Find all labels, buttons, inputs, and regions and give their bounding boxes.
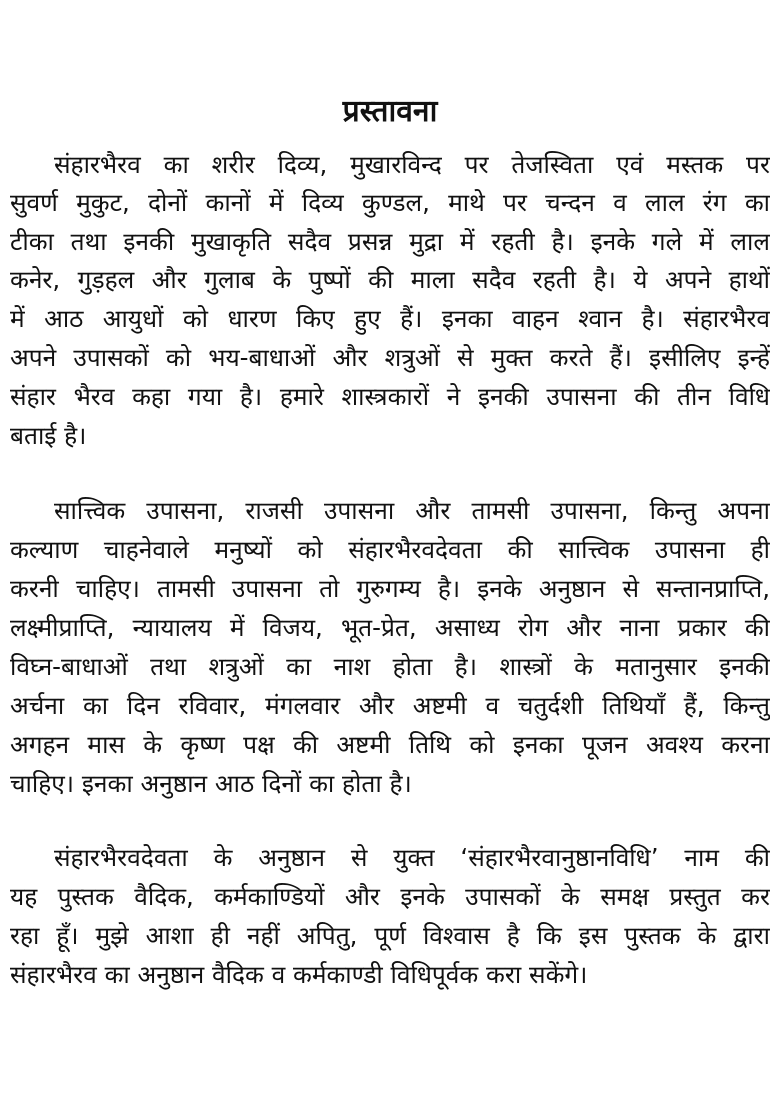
paragraph-3-line-3: रहा हूँ। मुझे आशा ही नहीं अपितु, पूर्ण विश्वास है कि इस पुस्तक के द्वारा [10, 921, 770, 950]
paragraph-1-line-1: संहारभैरव का शरीर दिव्य, मुखारविन्द पर तेजस्विता एवं मस्तक पर [54, 150, 770, 179]
paragraph-2-line-5: विघ्न-बाधाओं तथा शत्रुओं का नाश होता है। शास्त्रों के मतानुसार इनकी [10, 652, 770, 681]
page-title: प्रस्तावना [342, 94, 438, 129]
paragraph-2-line-7: अगहन मास के कृष्ण पक्ष की अष्टमी तिथि को इनका पूजन अवश्य करना [10, 730, 770, 759]
paragraph-1-line-7: संहार भैरव कहा गया है। हमारे शास्त्रकारों ने इनकी उपासना की तीन विधि [10, 382, 770, 411]
paragraph-1-line-6: अपने उपासकों को भय-बाधाओं और शत्रुओं से मुक्त करते हैं। इसीलिए इन्हें [10, 343, 770, 372]
paragraph-2-line-3: करनी चाहिए। तामसी उपासना तो गुरुगम्य है। इनके अनुष्ठान से सन्तानप्राप्ति, [10, 574, 770, 603]
paragraph-2-line-4: लक्ष्मीप्राप्ति, न्यायालय में विजय, भूत-प्रेत, असाध्य रोग और नाना प्रकार की [10, 613, 770, 642]
paragraph-1-line-5: में आठ आयुधों को धारण किए हुए हैं। इनका वाहन श्वान है। संहारभैरव [10, 304, 770, 333]
paragraph-3-line-1: संहारभैरवदेवता के अनुष्ठान से युक्त ‘संहारभैरवानुष्ठानविधि’ नाम की [54, 843, 770, 872]
paragraph-1-line-2: सुवर्ण मुकुट, दोनों कानों में दिव्य कुण्डल, माथे पर चन्दन व लाल रंग का [10, 188, 770, 217]
paragraph-2-line-2: कल्याण चाहनेवाले मनुष्यों को संहारभैरवदेवता की सात्त्विक उपासना ही [10, 535, 770, 564]
paragraph-1-line-4: कनेर, गुड़हल और गुलाब के पुष्पों की माला सदैव रहती है। ये अपने हाथों [10, 265, 770, 294]
paragraph-2-line-6: अर्चना का दिन रविवार, मंगलवार और अष्टमी व चतुर्दशी तिथियाँ हैं, किन्तु [10, 691, 770, 720]
paragraph-2-line-8: चाहिए। इनका अनुष्ठान आठ दिनों का होता है। [10, 769, 412, 798]
paragraph-2-line-1: सात्त्विक उपासना, राजसी उपासना और तामसी उपासना, किन्तु अपना [54, 496, 770, 525]
paragraph-1-line-8: बताई है। [10, 421, 87, 450]
paragraph-3-line-4: संहारभैरव का अनुष्ठान वैदिक व कर्मकाण्डी विधिपूर्वक करा सकेंगे। [10, 960, 588, 989]
paragraph-3-line-2: यह पुस्तक वैदिक, कर्मकाण्डियों और इनके उपासकों के समक्ष प्रस्तुत कर [10, 882, 770, 911]
paragraph-1-line-3: टीका तथा इनकी मुखाकृति सदैव प्रसन्न मुद्रा में रहती है। इनके गले में लाल [10, 227, 770, 256]
